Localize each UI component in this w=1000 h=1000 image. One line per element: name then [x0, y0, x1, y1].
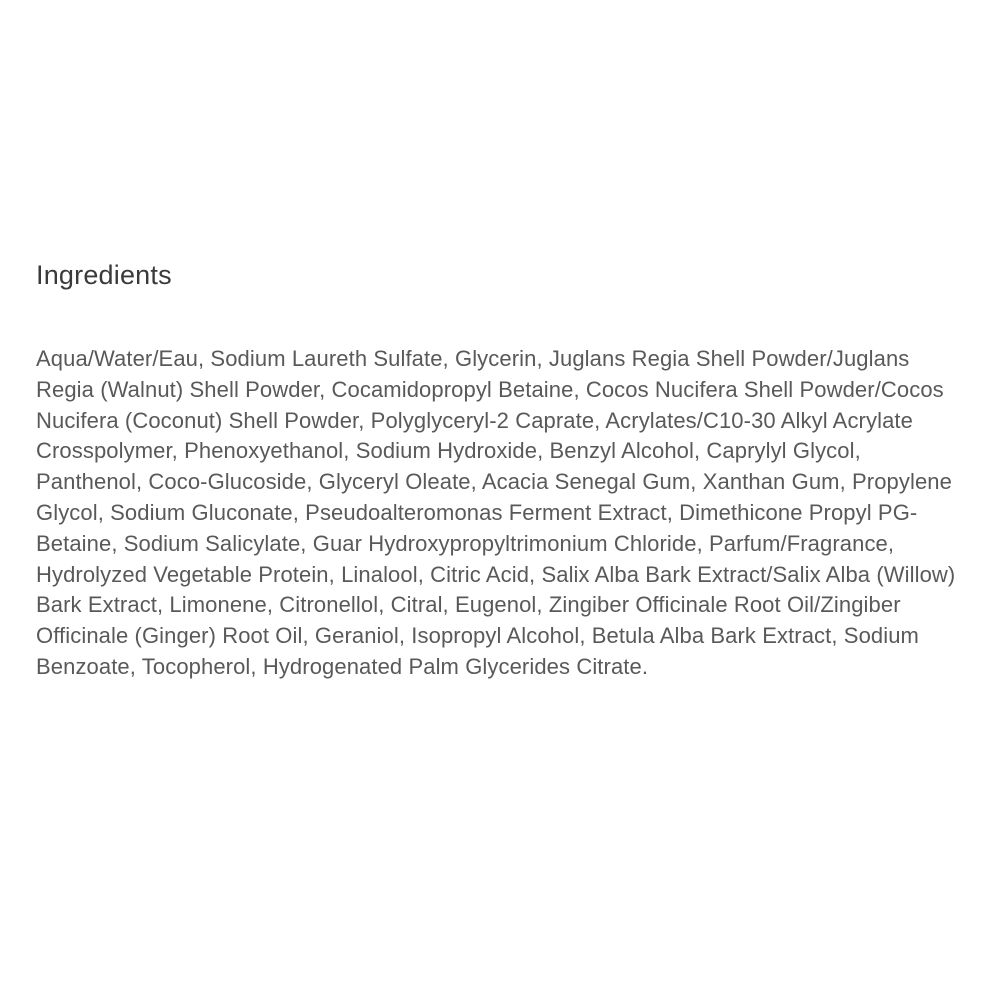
ingredients-text: Aqua/Water/Eau, Sodium Laureth Sulfate, Glycerin, Juglans Regia Shell Powder/Juglans Regia (Walnut) Shell Powder, Cocamidopropyl Betaine, Cocos Nucifera Shell Powder/Cocos Nucifera (Coconut) Shell Powder, Polyglyceryl-2 Caprate, Acrylates/C10-30 Alkyl Acrylate Crosspolymer, Phenoxyethanol, Sodium Hydroxide, Benzyl Alcohol, Caprylyl Glycol, Panthenol, Coco-Glucoside, Glyceryl Oleate, Acacia Senegal Gum, Xanthan Gum, Propylene Glycol, Sodium Gluconate, Pseudoalteromonas Ferment Extract, Dimethicone Propyl PG-Betaine, Sodium Salicylate, Guar Hydroxypropyltrimonium Chloride, Parfum/Fragrance, Hydrolyzed Vegetable Protein, Linalool, Citric Acid, Salix Alba Bark Extract/Salix Alba (Willow) Bark Extract, Limonene, Citronellol, Citral, Eugenol, Zingiber Officinale Root Oil/Zingiber Officinale (Ginger) Root Oil, Geraniol, Isopropyl Alcohol, Betula Alba Bark Extract, Sodium Benzoate, Tocopherol, Hydrogenated Palm Glycerides Citrate. [36, 346, 956, 679]
ingredients-heading: Ingredients [36, 260, 172, 290]
